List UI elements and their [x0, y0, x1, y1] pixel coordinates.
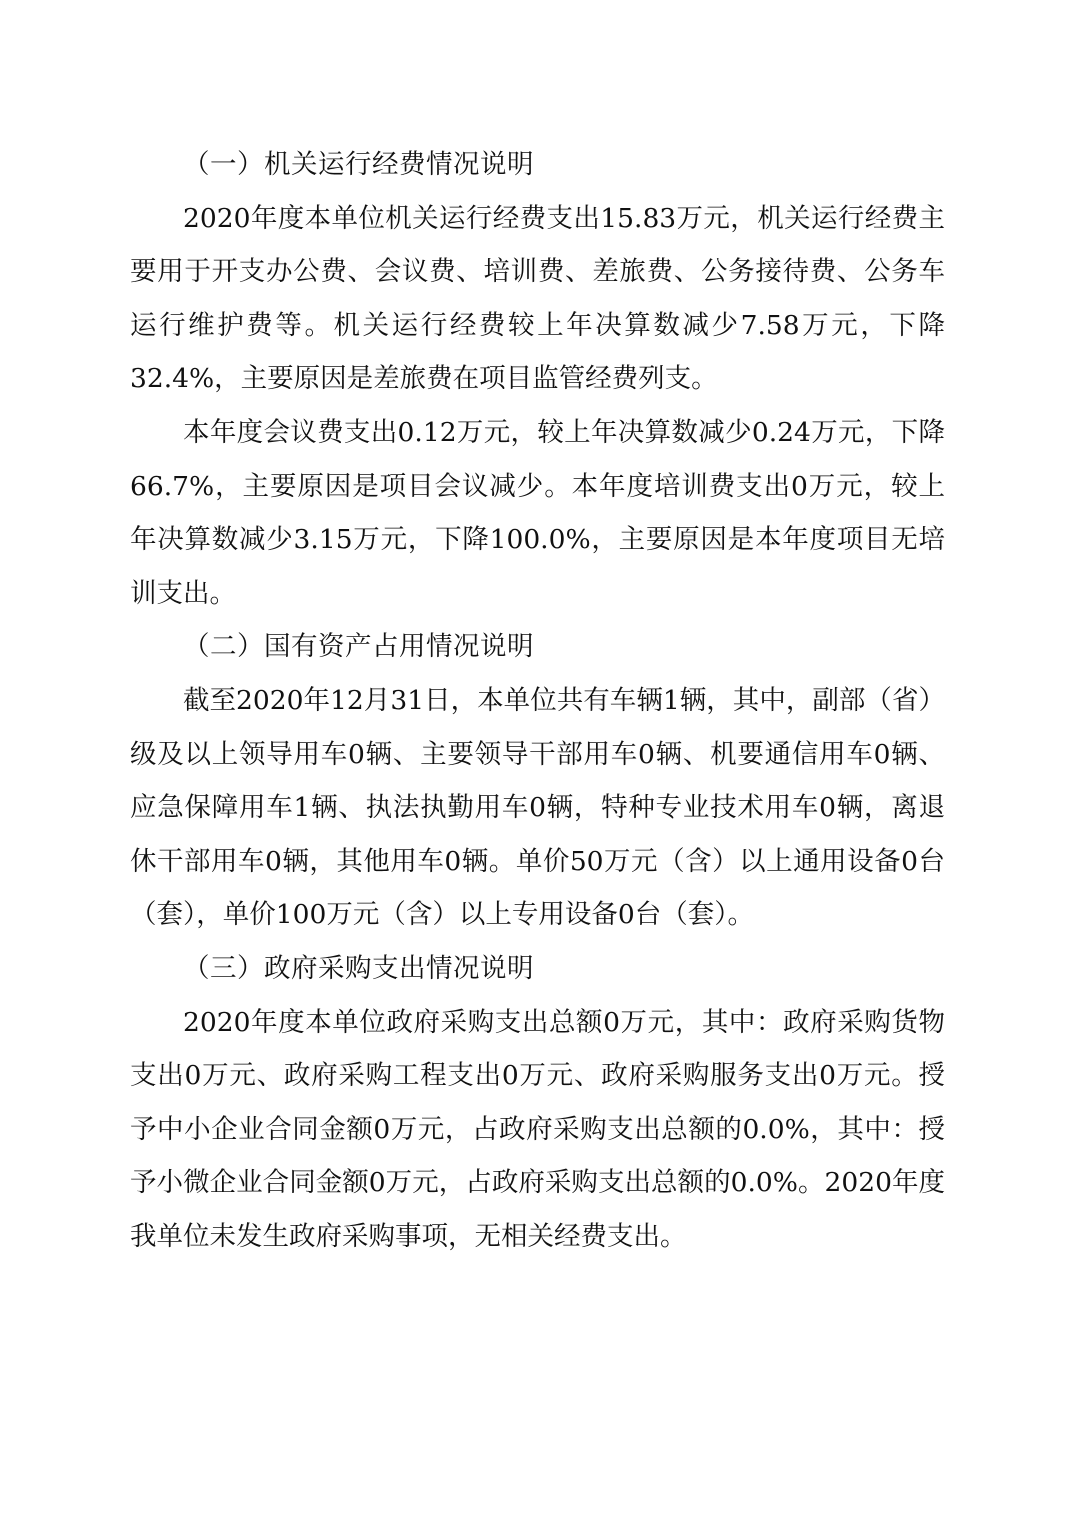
paragraph-state-assets: 截至2020年12月31日，本单位共有车辆1辆，其中，副部（省）级及以上领导用车0辆、主要领导干部用车0辆、机要通信用车0辆、应急保障用车1辆、执法执勤用车0辆，特种专业技术用车0辆，离退休干部用车0辆，其他用车0辆。单价50万元（含）以上通用设备0台（套），单价100万元（含）以上专用设备0台（套）。 — [130, 684, 945, 931]
paragraph-meeting-training-fees: 本年度会议费支出0.12万元，较上年决算数减少0.24万元，下降66.7%，主要原因是项目会议减少。本年度培训费支出0万元，较上年决算数减少3.15万元，下降100.0%，主要原因是本年度项目无培训支出。 — [130, 416, 945, 609]
paragraph-government-procurement: 2020年度本单位政府采购支出总额0万元，其中：政府采购货物支出0万元、政府采购工程支出0万元、政府采购服务支出0万元。授予中小企业合同金额0万元，占政府采购支出总额的0.0%，其中：授予小微企业合同金额0万元，占政府采购支出总额的0.0%。2020年度我单位未发生政府采购事项，无相关经费支出。 — [130, 1006, 945, 1252]
section-heading-government-procurement: （三）政府采购支出情况说明 — [183, 952, 534, 984]
document-body — [130, 138, 945, 1263]
paragraph-operating-expenses: 2020年度本单位机关运行经费支出15.83万元，机关运行经费主要用于开支办公费、会议费、培训费、差旅费、公务接待费、公务车运行维护费等。机关运行经费较上年决算数减少7.58万元，下降32.4%，主要原因是差旅费在项目监管经费列支。 — [130, 202, 945, 395]
section-heading-state-assets: （二）国有资产占用情况说明 — [183, 631, 534, 663]
section-heading-operating-expenses: （一）机关运行经费情况说明 — [183, 149, 534, 180]
